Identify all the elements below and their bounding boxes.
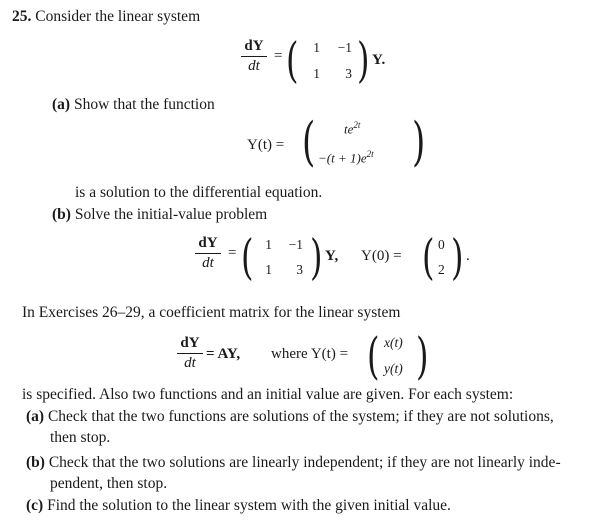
matrix-cell: 1: [313, 40, 320, 55]
equals-sign: =: [228, 245, 237, 261]
item-text: Check that the two solutions are linearly independent; if they are not linearly inde-: [48, 454, 561, 471]
Y-lhs: Y(t) =: [247, 137, 285, 153]
dt-denominator: dt: [202, 255, 214, 271]
left-paren: (: [241, 228, 254, 286]
dt-denominator: dt: [184, 355, 196, 371]
item-label: (c): [26, 497, 44, 514]
Y-vector: Y.: [372, 52, 386, 68]
item-label: (b): [26, 454, 45, 471]
specified-text: is specified. Also two functions and an initial value are given. For each system:: [22, 386, 514, 403]
matrix-cell: −1: [288, 237, 303, 252]
initial-condition-lhs: Y(0) =: [361, 248, 402, 264]
matrix-cell: 1: [265, 262, 272, 277]
left-paren: (: [422, 228, 435, 286]
solution-statement: is a solution to the differential equation.: [75, 184, 323, 201]
initial-vector-bottom: 2: [438, 262, 445, 277]
left-paren: (: [302, 111, 316, 174]
right-paren: ): [451, 228, 464, 286]
right-paren: ): [310, 228, 323, 286]
left-paren: (: [286, 31, 299, 89]
exercise-item-b-cont: pendent, then stop.: [50, 475, 168, 492]
problem-number: 25.: [12, 8, 32, 25]
part-a-label: (a): [52, 96, 71, 113]
Y-top-entry: $te^{2t}$: [344, 120, 361, 137]
dY-numerator: dY: [180, 335, 200, 351]
part-b-line: [52, 205, 267, 224]
problem-intro: Consider the linear system: [35, 8, 201, 25]
derivative-fraction: [177, 335, 203, 372]
left-paren: (: [367, 326, 380, 386]
dY-numerator: dY: [244, 38, 264, 54]
right-paren: ): [416, 326, 429, 386]
vector-y-entry: y(t): [384, 361, 403, 376]
item-label: (a): [26, 408, 45, 425]
where-clause: where Y(t) =: [271, 346, 349, 362]
part-b-label: (b): [52, 206, 71, 223]
exercises-intro: In Exercises 26–29, a coefficient matrix for the linear system: [22, 304, 401, 321]
Y-bottom-entry: $-(t + 1)e^{2t}$: [318, 149, 374, 166]
vector-x-entry: x(t): [384, 335, 403, 350]
dY-numerator: dY: [198, 235, 218, 251]
derivative-fraction: [195, 235, 221, 272]
exercise-item-a: [26, 407, 554, 426]
part-a-line: [52, 95, 215, 114]
exercise-item-c: [26, 496, 451, 515]
item-text: Find the solution to the linear system with the given initial value.: [47, 497, 451, 514]
matrix-cell: −1: [337, 40, 352, 55]
part-b-text: Solve the initial-value problem: [74, 206, 268, 223]
derivative-fraction: [241, 38, 267, 75]
dt-denominator: dt: [248, 58, 260, 74]
initial-vector-top: 0: [438, 237, 445, 252]
matrix-cell: 1: [265, 237, 272, 252]
part-a-text: Show that the function: [73, 96, 215, 113]
exercise-item-b: [26, 453, 561, 472]
matrix-cell: 3: [345, 66, 352, 81]
period: .: [466, 248, 470, 264]
equals-sign: =: [274, 48, 283, 64]
matrix-cell: 3: [296, 262, 303, 277]
Y-vector: Y,: [325, 248, 339, 264]
problem-heading: [12, 7, 200, 26]
AY-rhs: = AY,: [206, 346, 241, 362]
item-text: Check that the two functions are solutions of the system; if they are not solutions,: [47, 408, 554, 425]
right-paren: ): [412, 111, 426, 174]
matrix-cell: 1: [313, 66, 320, 81]
exercise-item-a-cont: then stop.: [50, 429, 111, 446]
right-paren: ): [357, 31, 370, 89]
